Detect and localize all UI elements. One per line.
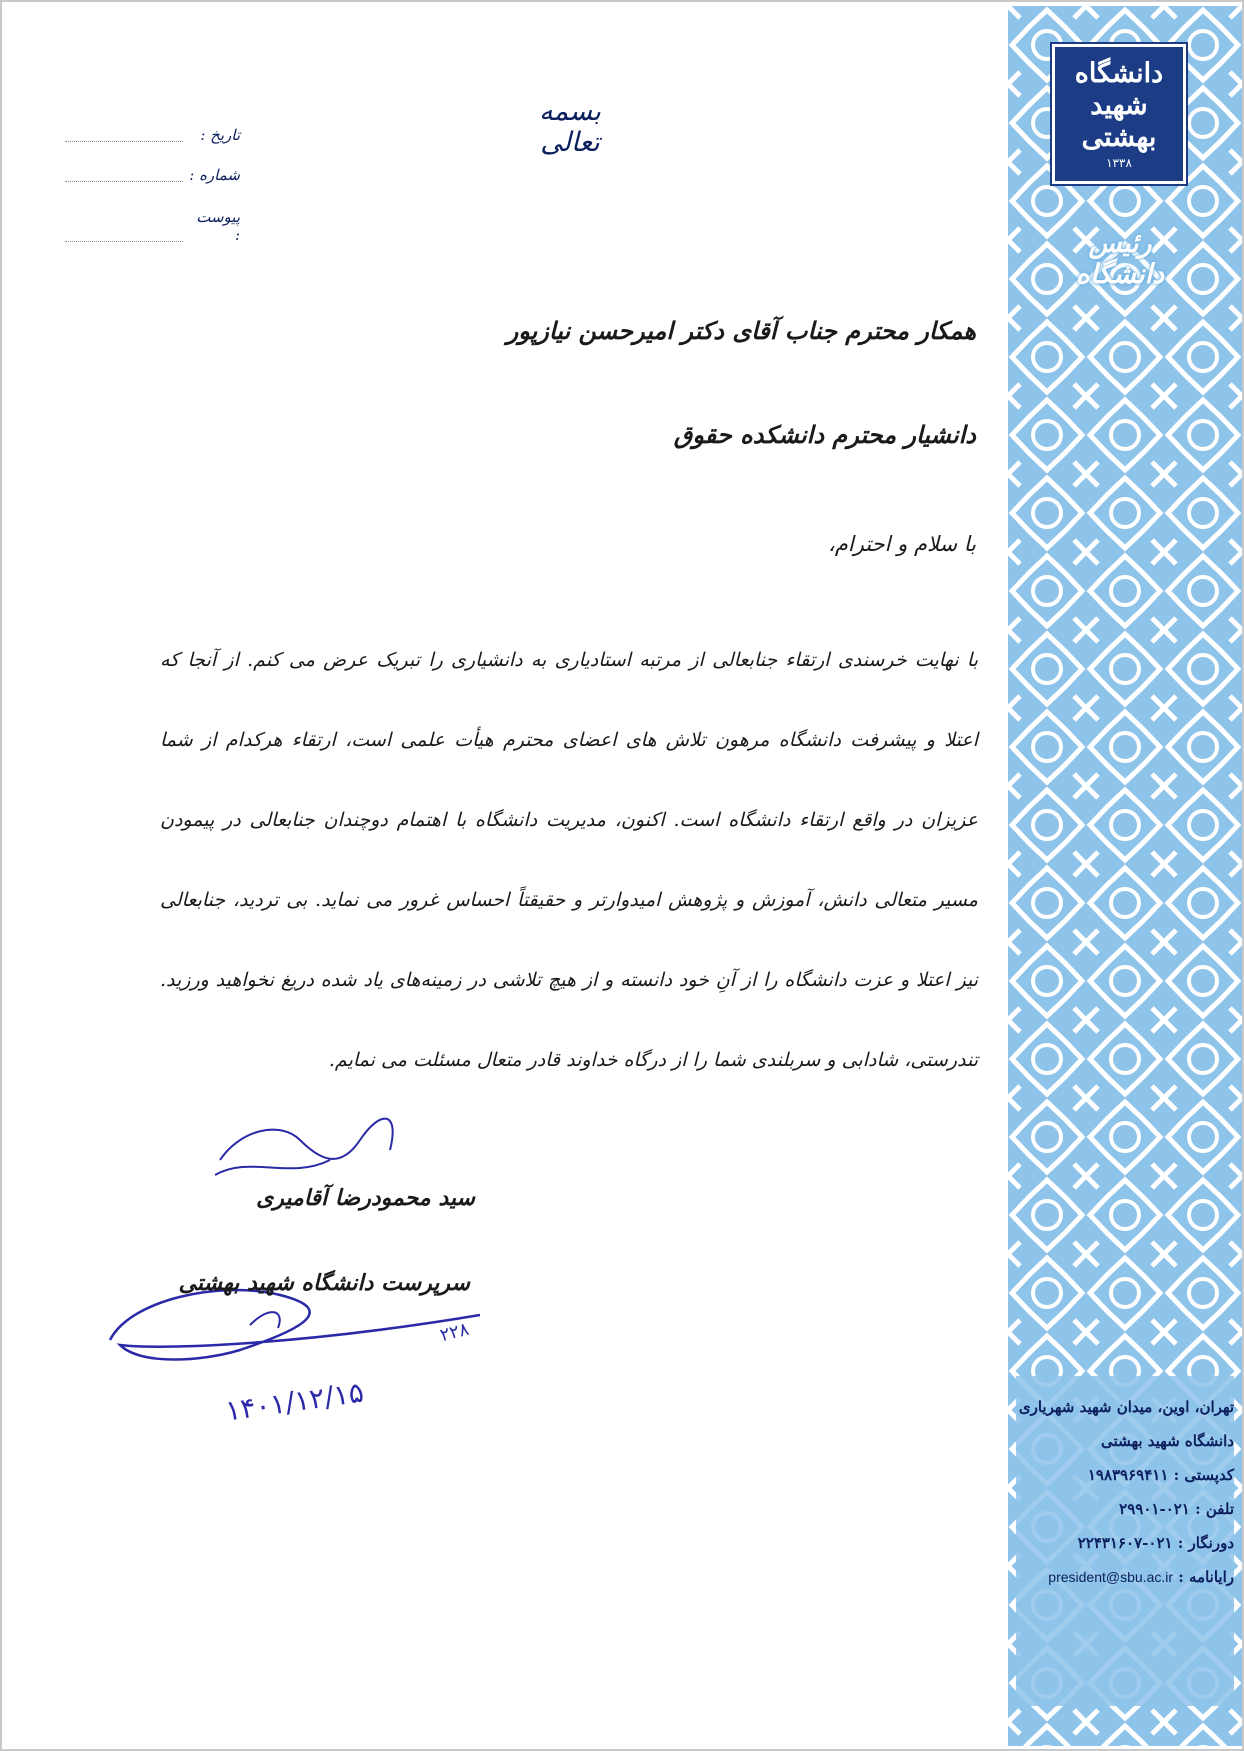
basmala-heading: بسمه تعالی xyxy=(539,96,601,158)
phone-number: ۰۲۱-۲۹۹۰۱ xyxy=(1119,1500,1190,1518)
recipient-line-2: دانشیار محترم دانشکده حقوق xyxy=(673,420,976,449)
contact-university: دانشگاه شهید بهشتی xyxy=(1101,1432,1234,1450)
contact-email-row xyxy=(1016,1560,1234,1594)
contact-phone-row xyxy=(1016,1492,1234,1526)
number-field xyxy=(60,166,240,184)
letter-body: با نهایت خرسندی ارتقاء جنابعالی از مرتبه استادیاری به دانشیاری را تبریک عرض می کنم. از آنجا که اعتلا و پیشرفت دانشگاه مرهون تلاش های اعضای محترم هیأت علمی است، ارتقاء هرکدام از شما عزیزان در واقع ارتقاء دانشگاه است. اکنون، مدیریت دانشگاه با اهتمام دوچندان جنابعالی در پیمودن مسیر متعالی دانش، آموزش و پژوهش امیدوارتر و حقیقتاً احساس غرور می نماید. بی تردید، جنابعالی نیز اعتلا و عزت دانشگاه را از آنِ خود دانسته و از هیچ تلاشی در زمینه‌های یاد شده دریغ نخواهید ورزید. تندرستی، شادابی و سربلندی شما را از درگاه خداوند قادر متعال مسئلت می نمایم. xyxy=(160,649,978,1071)
date-label: تاریخ : xyxy=(200,126,240,144)
logo-year: ۱۳۳۸ xyxy=(1106,156,1132,170)
contact-address: تهران، اوین، میدان شهید شهریاری xyxy=(1018,1398,1234,1416)
number-label: شماره : xyxy=(189,166,240,184)
date-field xyxy=(60,126,240,144)
signer-name: سید محمودرضا آقامیری xyxy=(256,1185,475,1211)
signer-title: سرپرست دانشگاه شهید بهشتی xyxy=(178,1270,470,1296)
postal-label: کدپستی : xyxy=(1173,1466,1234,1484)
contact-fax-row xyxy=(1016,1526,1234,1560)
greeting: با سلام و احترام، xyxy=(828,532,976,556)
email-label: رایانامه : xyxy=(1178,1568,1234,1586)
attachment-label: پیوست : xyxy=(196,208,240,244)
handwritten-number: ۲۲۸ xyxy=(437,1318,472,1347)
email-address[interactable]: president@sbu.ac.ir xyxy=(1048,1569,1174,1585)
recipient-line-1: همکار محترم جناب آقای دکتر امیرحسن نیازپور xyxy=(506,316,976,345)
fax-label: دورنگار : xyxy=(1177,1534,1234,1552)
contact-postal-row xyxy=(1016,1458,1234,1492)
logo-line-2: شهید xyxy=(1090,90,1148,121)
attachment-dots xyxy=(65,231,183,242)
contact-block xyxy=(1016,1390,1234,1594)
date-dots xyxy=(65,131,183,142)
logo-line-3: بهشتی xyxy=(1081,122,1157,153)
postal-code: ۱۹۸۳۹۶۹۴۱۱ xyxy=(1087,1466,1169,1484)
handwritten-date: ۱۴۰۱/۱۲/۱۵ xyxy=(223,1375,366,1428)
university-logo xyxy=(1052,44,1186,184)
fax-number: ۰۲۱-۲۲۴۳۱۶۰۷ xyxy=(1077,1534,1173,1552)
signature-scribble xyxy=(100,1100,520,1400)
logo-line-1: دانشگاه xyxy=(1074,58,1164,89)
attachment-field xyxy=(60,208,240,244)
phone-label: تلفن : xyxy=(1195,1500,1234,1518)
number-dots xyxy=(65,171,183,182)
office-title: رئیس دانشگاه xyxy=(1075,228,1165,290)
